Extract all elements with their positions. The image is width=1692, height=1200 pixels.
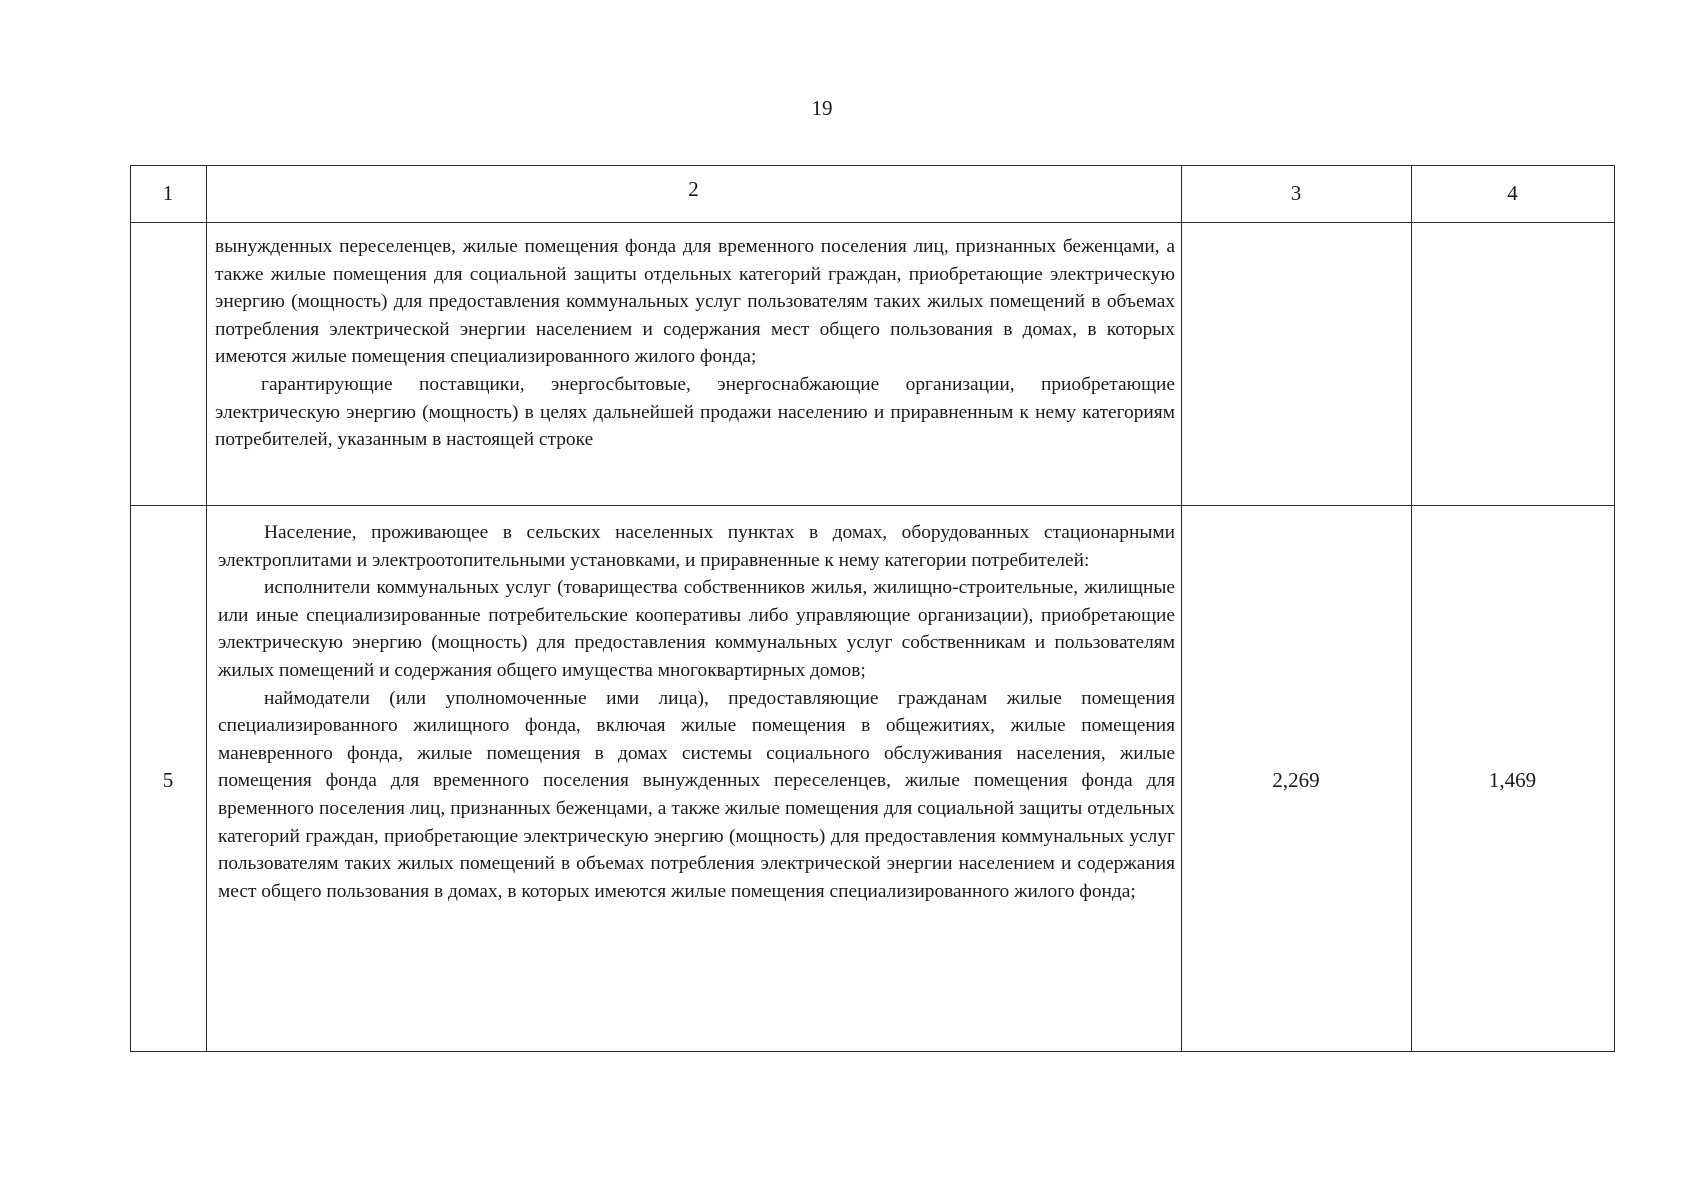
table-right-border xyxy=(1614,165,1615,1052)
header-bottom-border xyxy=(130,222,1615,223)
column-divider-3 xyxy=(1411,165,1412,1052)
column-divider-1 xyxy=(206,165,207,1052)
column-header-4: 4 xyxy=(1507,181,1518,205)
table-bottom-border xyxy=(130,1051,1615,1052)
row5-description xyxy=(218,519,1175,905)
tariff-table xyxy=(130,165,1615,1052)
row5-paragraph: Население, проживающее в сельских населенных пунктах в домах, оборудованных стационарными электроплитами и электроотопительными установками, и приравненные к нему категории потребителей: xyxy=(218,522,1175,571)
row5-value-col4: 1,469 xyxy=(1488,768,1537,792)
page-number: 19 xyxy=(811,96,833,120)
row-divider xyxy=(130,505,1615,506)
column-header-2: 2 xyxy=(688,177,699,201)
column-divider-2 xyxy=(1181,165,1182,1052)
table-top-border xyxy=(130,165,1615,166)
continuation-cell-text xyxy=(215,233,1175,454)
table-left-border xyxy=(130,165,131,1052)
row5-value-col3: 2,269 xyxy=(1272,768,1320,792)
row5-paragraph: наймодатели (или уполномоченные ими лица), предоставляющие гражданам жилые помещения специализированного жилищного фонда, включая жилые помещения в общежитиях, жилые помещения маневренного фонда, жилые помещения в домах системы социального обслуживания населения, жилые помещения фонда для временного поселения вынужденных переселенцев, жилые помещения фонда для временного поселения лиц, признанных беженцами, а также жилые помещения для социальной защиты отдельных категорий граждан, приобретающие электрическую энергию (мощность) для предоставления коммунальных услуг пользователям таких жилых помещений в объемах потребления электрической энергии населением и содержания мест общего пользования в домах, в которых имеются жилые помещения специализированного жилого фонда; xyxy=(218,687,1175,902)
row5-paragraph: исполнители коммунальных услуг (товарищества собственников жилья, жилищно-строительные, жилищные или иные специализированные потребительские кооперативы либо управляющие организации), приобретающие электрическую энергию (мощность) для предоставления коммунальных услуг собственникам и пользователям жилых помещений и содержания общего имущества многоквартирных домов; xyxy=(218,577,1175,681)
column-header-3: 3 xyxy=(1290,181,1302,205)
continuation-paragraph: вынужденных переселенцев, жилые помещения фонда для временного поселения лиц, признанных беженцами, а также жилые помещения для социальной защиты отдельных категорий граждан, приобретающие электрическую энергию (мощность) для предоставления коммунальных услуг пользователям таких жилых помещений в объемах потребления электрической энергии населением и содержания мест общего пользования в домах, в которых имеются жилые помещения специализированного жилого фонда; xyxy=(215,236,1175,368)
row5-number: 5 xyxy=(162,768,174,792)
continuation-paragraph: гарантирующие поставщики, энергосбытовые, энергоснабжающие организации, приобретающие электрическую энергию (мощность) в целях дальнейшей продажи населению и приравненным к нему категориям потребителей, указанным в настоящей строке xyxy=(215,373,1175,451)
column-header-1: 1 xyxy=(162,181,174,205)
